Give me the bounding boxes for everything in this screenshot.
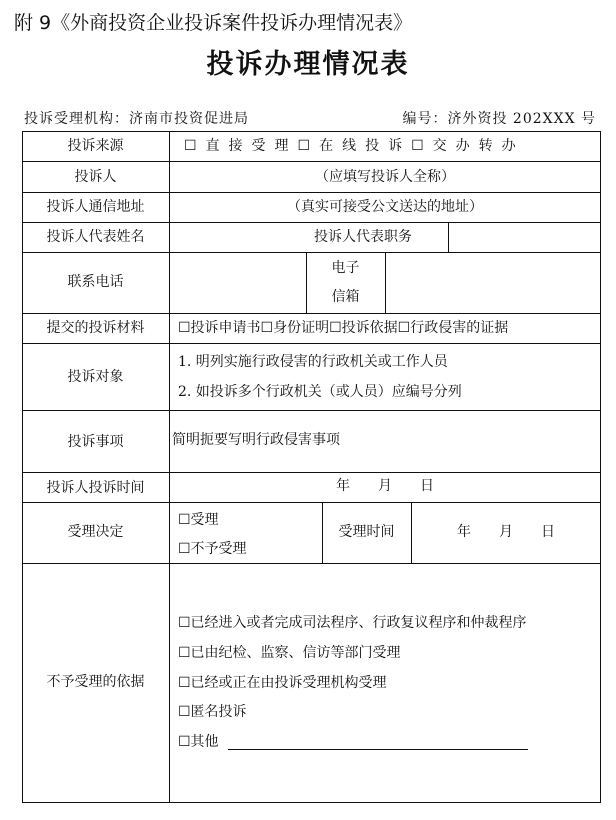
- row-divider: [22, 161, 601, 162]
- row-divider: [22, 563, 601, 564]
- decision-accept-option[interactable]: ☐受理: [178, 512, 219, 528]
- source-options[interactable]: ☐直接受理☐在线投诉☐交办转办: [184, 138, 525, 154]
- other-fill-line[interactable]: [228, 749, 528, 750]
- label-basis: 不予受理的依据: [46, 674, 145, 690]
- appendix-title: 附 9《外商投资企业投诉案件投诉办理情况表》: [14, 12, 413, 34]
- label-matter: 投诉事项: [67, 434, 124, 450]
- label-target: 投诉对象: [67, 369, 124, 385]
- label-decision: 受理决定: [67, 524, 124, 540]
- row-divider: [22, 343, 601, 344]
- serial-number: 编号：济外资投 202XXX 号: [402, 111, 596, 127]
- complaint-date[interactable]: 年 月 日: [336, 478, 434, 494]
- label-materials: 提交的投诉材料: [46, 320, 145, 336]
- email-label-1: 电子: [331, 260, 360, 276]
- col-divider: [448, 222, 449, 252]
- label-complainant: 投诉人: [74, 169, 117, 185]
- row-divider: [22, 502, 601, 503]
- col-divider: [169, 131, 170, 803]
- label-phone: 联系电话: [67, 274, 124, 290]
- target-line-2: 2. 如投诉多个行政机关（或人员）应编号分列: [178, 384, 462, 400]
- row-divider: [22, 313, 601, 314]
- basis-item[interactable]: ☐其他: [178, 734, 219, 750]
- row-divider: [22, 252, 601, 253]
- acceptance-date[interactable]: 年 月 日: [457, 524, 555, 540]
- label-source: 投诉来源: [67, 138, 124, 154]
- col-divider: [385, 252, 386, 313]
- email-label-2: 信箱: [331, 289, 360, 305]
- acceptance-time-label: 受理时间: [338, 524, 395, 540]
- materials-options[interactable]: ☐投诉申请书☐身份证明☐投诉依据☐行政侵害的证据: [178, 320, 509, 336]
- complainant-hint[interactable]: （应填写投诉人全称）: [315, 169, 455, 185]
- label-time: 投诉人投诉时间: [46, 480, 145, 496]
- basis-item[interactable]: ☐已经或正在由投诉受理机构受理: [178, 675, 387, 691]
- row-divider: [22, 472, 601, 473]
- label-address: 投诉人通信地址: [46, 199, 145, 215]
- decision-reject-option[interactable]: ☐不予受理: [178, 541, 247, 557]
- agency-line: 投诉受理机构：济南市投资促进局: [24, 111, 249, 127]
- basis-item[interactable]: ☐匿名投诉: [178, 704, 247, 720]
- basis-item[interactable]: ☐已经进入或者完成司法程序、行政复议程序和仲裁程序: [178, 615, 527, 631]
- basis-item[interactable]: ☐已由纪检、监察、信访等部门受理: [178, 645, 401, 661]
- target-line-1: 1. 明列实施行政侵害的行政机关或工作人员: [178, 354, 448, 370]
- label-rep-position: 投诉人代表职务: [314, 229, 412, 245]
- row-divider: [22, 192, 601, 193]
- label-rep-name: 投诉人代表姓名: [46, 229, 145, 245]
- address-hint[interactable]: （真实可接受公文送达的地址）: [287, 199, 483, 215]
- matter-hint[interactable]: 简明扼要写明行政侵害事项: [172, 432, 340, 448]
- row-divider: [22, 222, 601, 223]
- page-title: 投诉办理情况表: [206, 49, 410, 80]
- row-divider: [22, 410, 601, 411]
